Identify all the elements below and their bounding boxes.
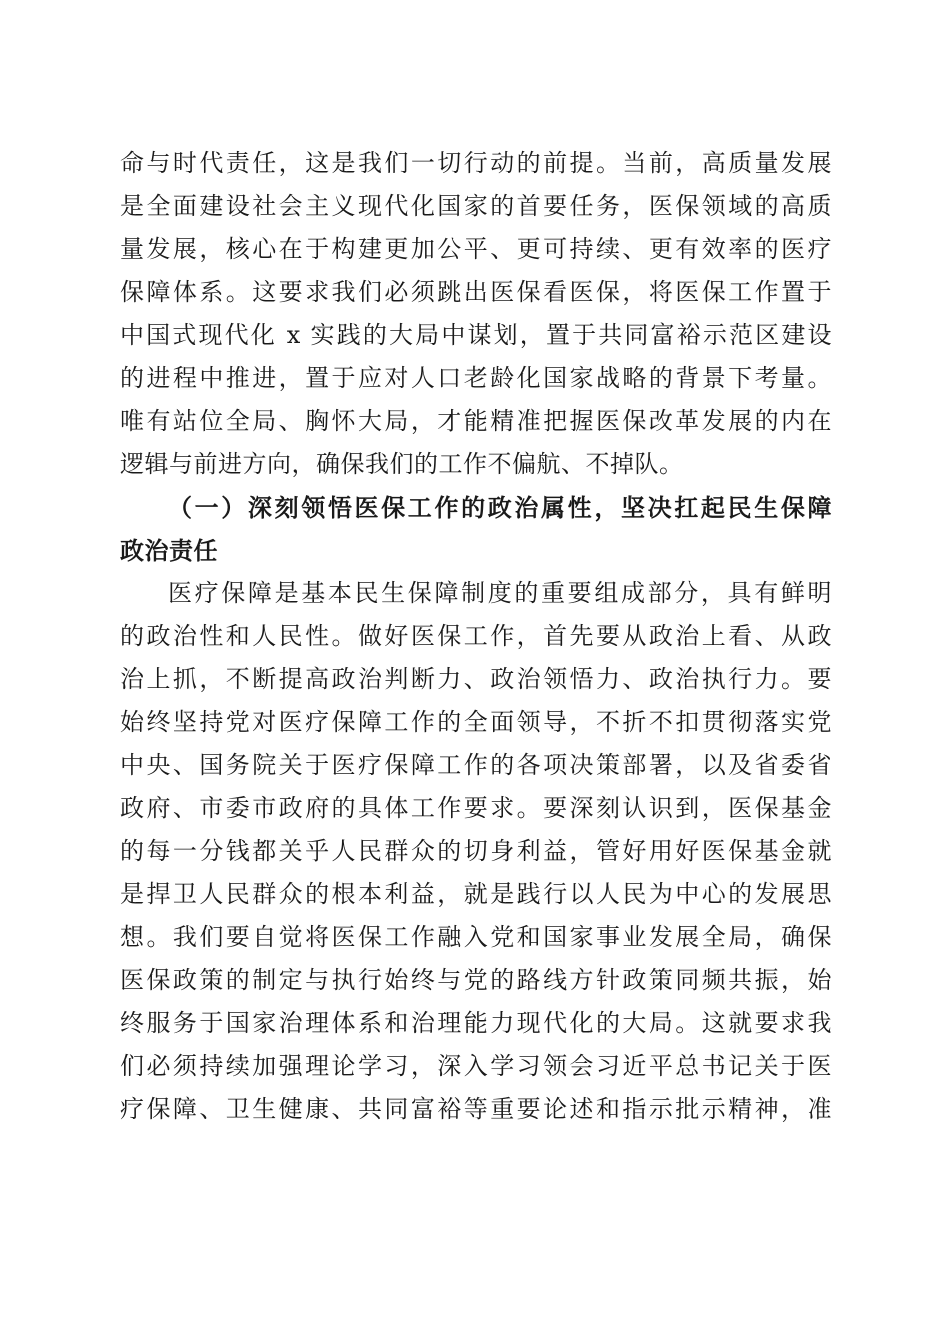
paragraph-2 <box>120 572 832 1131</box>
heading-line: （一）深刻领悟医保工作的政治属性，坚决扛起民生保障 <box>168 493 832 522</box>
text-line: 是捍卫人民群众的根本利益，就是践行以人民为中心的发展思 <box>120 880 832 908</box>
text-line: 始终坚持党对医疗保障工作的全面领导，不折不扣贯彻落实党 <box>120 708 832 736</box>
heading-line: 政治责任 <box>120 536 218 565</box>
paragraph-1 <box>120 142 832 486</box>
text-line: 政府、市委市政府的具体工作要求。要深刻认识到，医保基金 <box>120 794 832 822</box>
text-line: 医疗保障是基本民生保障制度的重要组成部分，具有鲜明 <box>168 579 832 607</box>
text-line: 中央、国务院关于医疗保障工作的各项决策部署，以及省委省 <box>120 751 832 779</box>
text-line: 量发展，核心在于构建更加公平、更可持续、更有效率的医疗 <box>120 235 832 263</box>
text-line: 的进程中推进，置于应对人口老龄化国家战略的背景下考量。 <box>120 364 832 392</box>
text-line: 逻辑与前进方向，确保我们的工作不偏航、不掉队。 <box>120 450 684 478</box>
text-line: 医保政策的制定与执行始终与党的路线方针政策同频共振，始 <box>120 966 832 994</box>
section-heading <box>120 486 832 572</box>
text-line: 治上抓，不断提高政治判断力、政治领悟力、政治执行力。要 <box>120 665 832 693</box>
text-line: 们必须持续加强理论学习，深入学习领会习近平总书记关于医 <box>120 1052 832 1080</box>
text-line: 保障体系。这要求我们必须跳出医保看医保，将医保工作置于 <box>120 278 832 306</box>
text-line: 是全面建设社会主义现代化国家的首要任务，医保领域的高质 <box>120 192 832 220</box>
text-line: 的政治性和人民性。做好医保工作，首先要从政治上看、从政 <box>120 622 832 650</box>
document-body <box>120 142 832 1131</box>
text-line: 唯有站位全局、胸怀大局，才能精准把握医保改革发展的内在 <box>120 407 832 435</box>
text-line: 想。我们要自觉将医保工作融入党和国家事业发展全局，确保 <box>120 923 832 951</box>
text-line: 终服务于国家治理体系和治理能力现代化的大局。这就要求我 <box>120 1009 832 1037</box>
text-line: 的每一分钱都关乎人民群众的切身利益，管好用好医保基金就 <box>120 837 832 865</box>
text-line: 中国式现代化 x 实践的大局中谋划，置于共同富裕示范区建设 <box>120 321 832 349</box>
text-line: 命与时代责任，这是我们一切行动的前提。当前，高质量发展 <box>120 149 832 177</box>
text-line: 疗保障、卫生健康、共同富裕等重要论述和指示批示精神，准 <box>120 1095 832 1123</box>
